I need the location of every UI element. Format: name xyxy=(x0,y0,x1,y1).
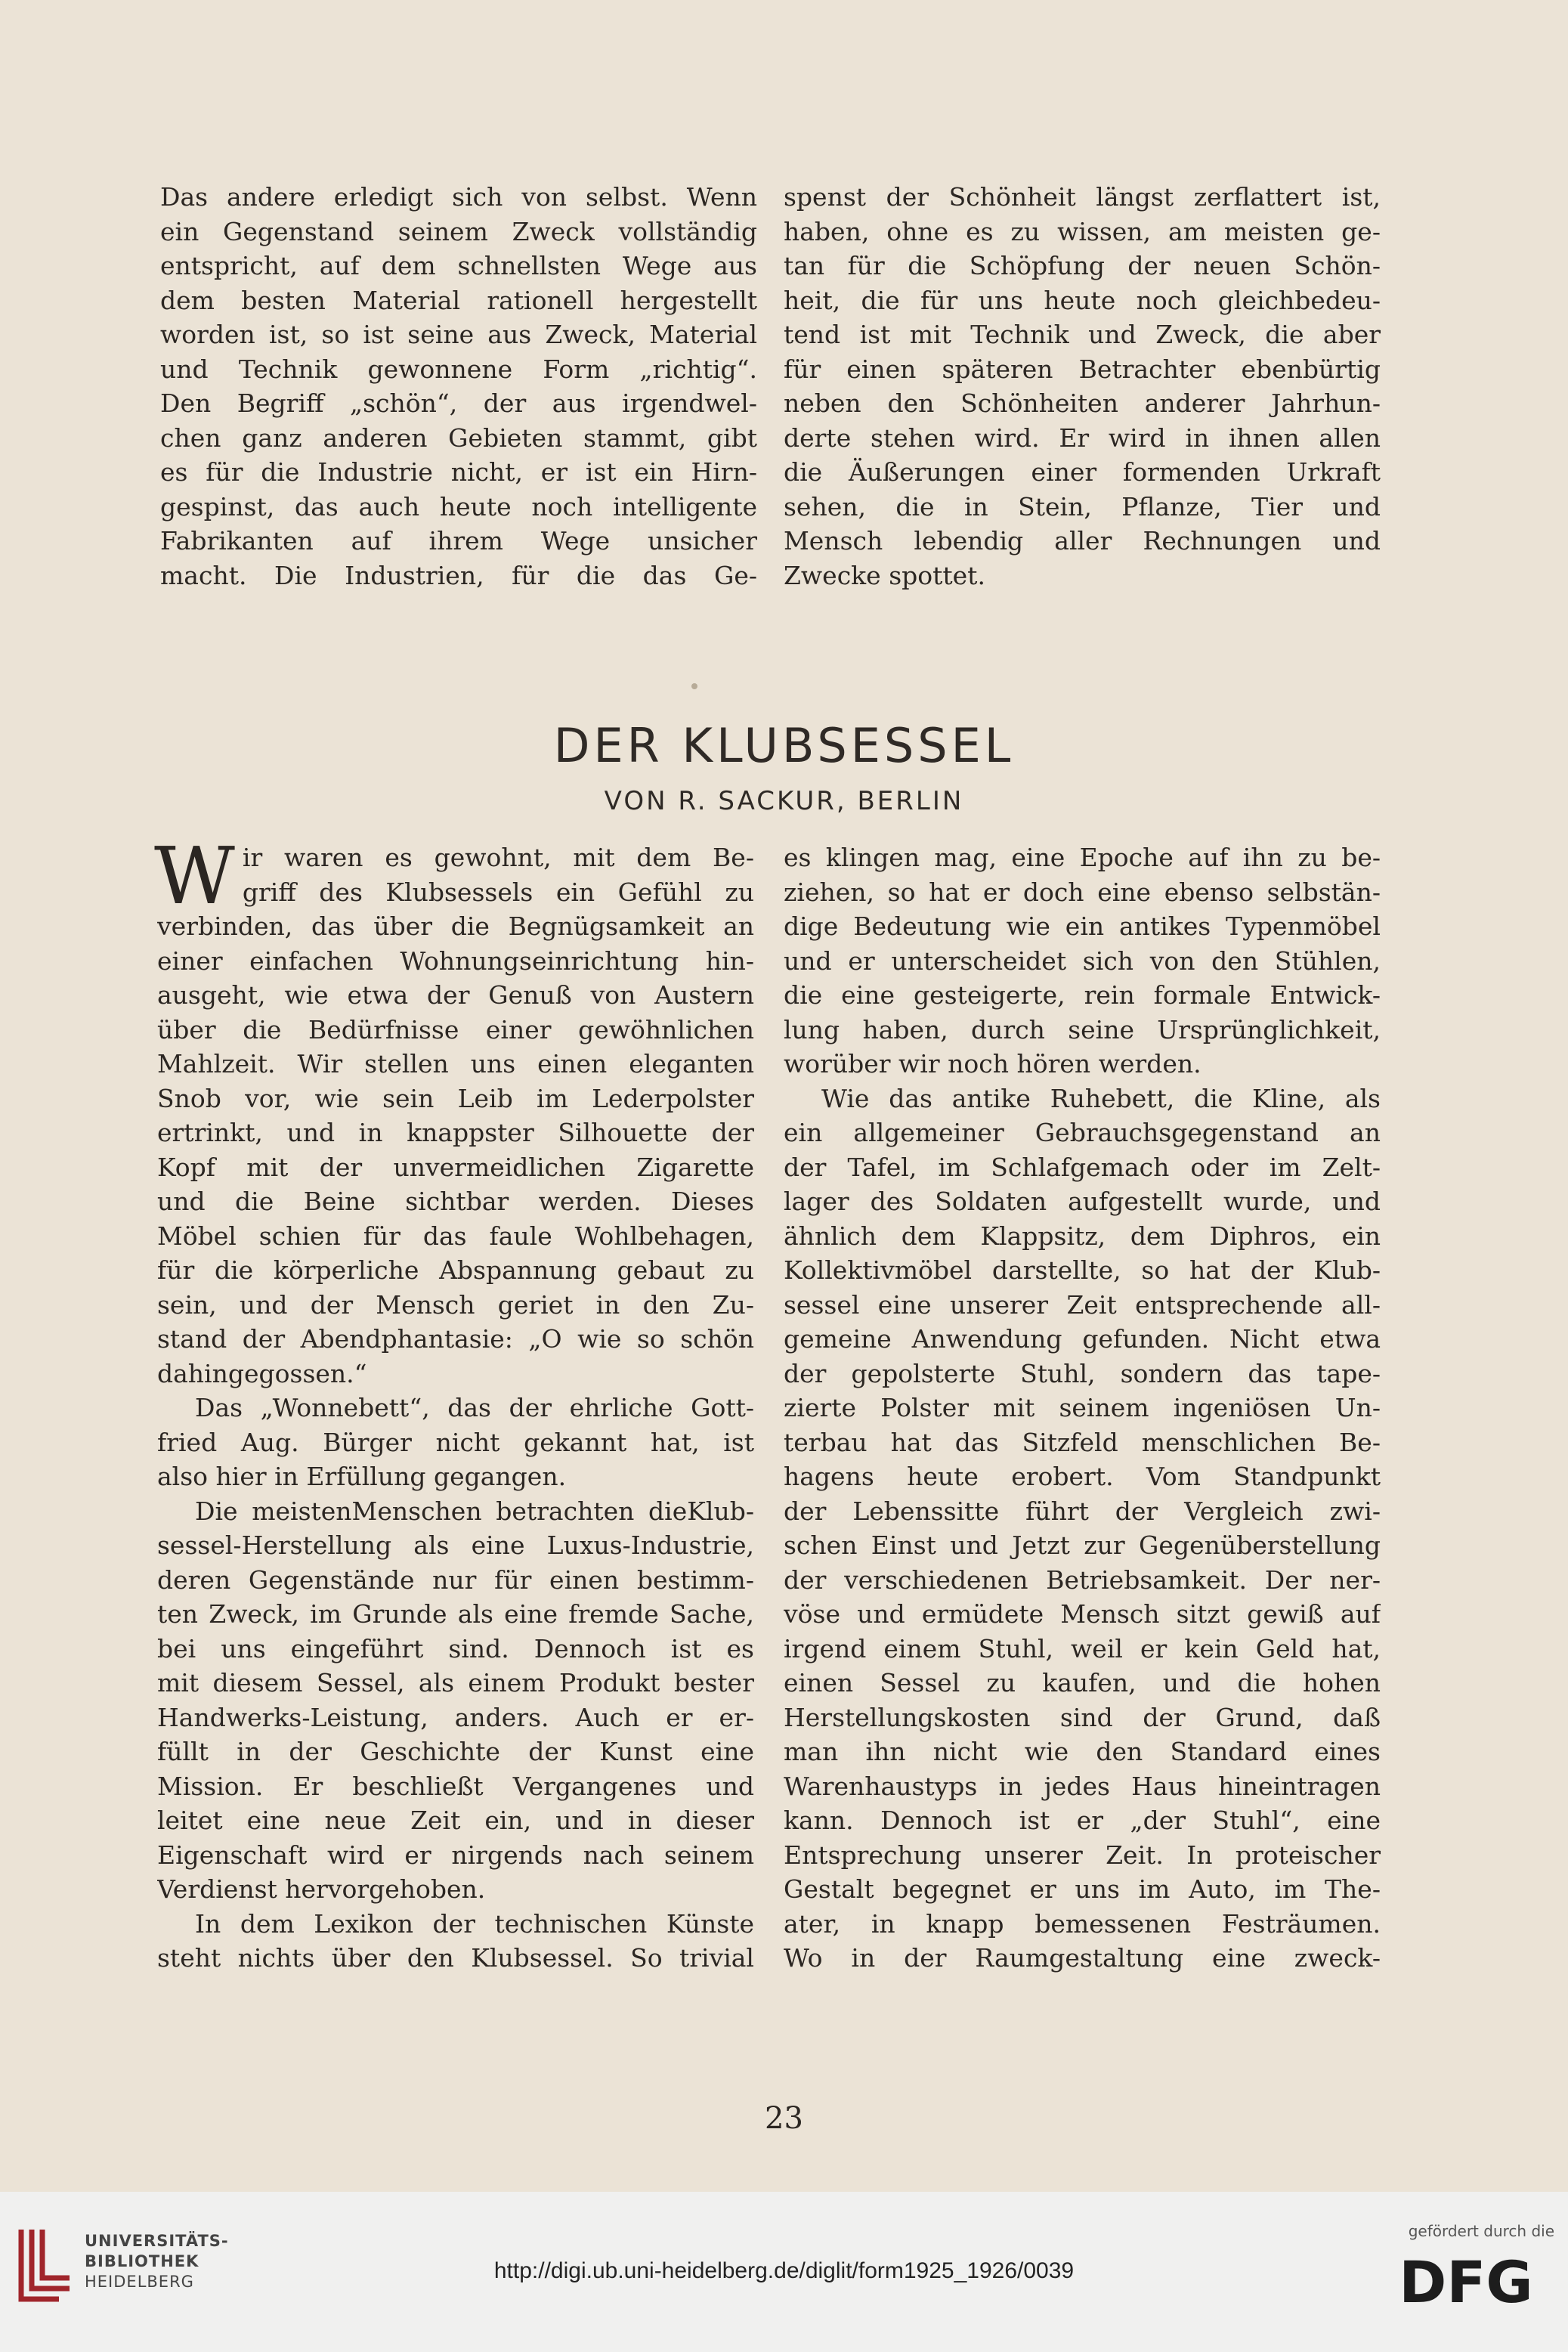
text-line: sessel eine unserer Zeit entsprechende all- xyxy=(784,1289,1381,1320)
article-byline: VON R. SACKUR, BERLIN xyxy=(604,786,964,816)
text-line: Wo in der Raumgestaltung eine zweck- xyxy=(784,1943,1381,1973)
text-line: ein allgemeiner Gebrauchsgegenstand an xyxy=(784,1118,1381,1147)
text-line: vöse und ermüdete Mensch sitzt gewiß auf xyxy=(784,1599,1381,1629)
text-line: steht nichts über den Klubsessel. So trivial xyxy=(157,1943,754,1973)
text-line: Mensch lebendig aller Rechnungen und xyxy=(784,526,1381,556)
text-line: über die Bedürfnisse einer gewöhnlichen xyxy=(157,1014,754,1044)
text-line: Entsprechung unserer Zeit. In proteischer xyxy=(784,1840,1381,1870)
text-line: deren Gegenstände nur für einen bestimm- xyxy=(157,1564,754,1595)
article-title: DER KLUBSESSEL xyxy=(553,718,1015,773)
dfg-logo xyxy=(1387,2251,1545,2311)
text-line: Eigenschaft wird er nirgends nach seinem xyxy=(157,1840,754,1870)
text-line: zierte Polster mit seinem ingeniösen Un- xyxy=(784,1393,1381,1422)
article-left-lines xyxy=(157,909,754,1976)
permalink-url[interactable]: http://digi.ub.uni-heidelberg.de/diglit/form1925_1926/0039 xyxy=(493,2258,1075,2283)
text-line: die Äußerungen einer formenden Urkraft xyxy=(784,457,1381,487)
text-line: dem besten Material rationell hergestellt xyxy=(160,285,757,315)
text-line: mit diesem Sessel, als einem Produkt bester xyxy=(157,1668,754,1697)
text-line: lager des Soldaten aufgestellt wurde, und xyxy=(784,1187,1381,1216)
text-line: hagens heute erobert. Vom Standpunkt xyxy=(784,1462,1381,1491)
top-right-column xyxy=(784,180,1381,593)
text-line: chen ganz anderen Gebieten stammt, gibt xyxy=(160,422,757,453)
text-line: der verschiedenen Betriebsamkeit. Der ner- xyxy=(784,1564,1381,1595)
text-line: sein, und der Mensch geriet in den Zu- xyxy=(157,1289,754,1320)
dropcap-block xyxy=(154,830,754,922)
ink-dot xyxy=(691,683,697,689)
text-line: schen Einst und Jetzt zur Gegenüberstellung xyxy=(784,1530,1381,1560)
page-number: 23 xyxy=(765,2101,803,2136)
text-line: die eine gesteigerte, rein formale Entwick- xyxy=(784,980,1381,1010)
text-line: tend ist mit Technik und Zweck, die aber xyxy=(784,320,1381,349)
text-line: ten Zweck, im Grunde als eine fremde Sache, xyxy=(157,1599,754,1629)
text-line: ir waren es gewohnt, mit dem Be- xyxy=(242,843,754,872)
text-line: Fabrikanten auf ihrem Wege unsicher xyxy=(160,526,757,556)
text-line: Gestalt begegnet er uns im Auto, im The- xyxy=(784,1874,1381,1904)
text-line: Mahlzeit. Wir stellen uns einen eleganten xyxy=(157,1049,754,1079)
text-line: füllt in der Geschichte der Kunst eine xyxy=(157,1737,754,1766)
text-line: derte stehen wird. Er wird in ihnen allen xyxy=(784,422,1381,453)
text-line: einer einfachen Wohnungseinrichtung hin- xyxy=(157,945,754,976)
text-line: Verdienst hervorgehoben. xyxy=(157,1874,486,1904)
text-line: ater, in knapp bemessenen Festräumen. xyxy=(784,1908,1381,1939)
text-line: und Technik gewonnene Form „richtig“. xyxy=(160,354,757,384)
top-left-column xyxy=(160,180,757,593)
text-line: Herstellungskosten sind der Grund, daß xyxy=(784,1702,1381,1732)
text-line: einen Sessel zu kaufen, und die hohen xyxy=(784,1668,1381,1697)
text-line: kann. Dennoch ist er „der Stuhl“, eine xyxy=(784,1806,1381,1835)
text-line: Snob vor, wie sein Leib im Lederpolster xyxy=(157,1083,754,1113)
text-line: ertrinkt, und in knappster Silhouette der xyxy=(157,1118,754,1147)
text-line: dige Bedeutung wie ein antikes Typenmöbel xyxy=(784,911,1381,941)
text-line: Das andere erledigt sich von selbst. Wenn xyxy=(160,182,757,212)
text-line: gemeine Anwendung gefunden. Nicht etwa xyxy=(784,1324,1381,1354)
text-line: tan für die Schöpfung der neuen Schön- xyxy=(784,251,1381,280)
text-line: leitet eine neue Zeit ein, und in dieser xyxy=(157,1806,754,1835)
text-line: Warenhaustyps in jedes Haus hineintragen xyxy=(784,1771,1381,1801)
text-line: es für die Industrie nicht, er ist ein Hirn- xyxy=(160,457,757,487)
text-line: der Lebenssitte führt der Vergleich zwi- xyxy=(784,1496,1381,1526)
text-line: worden ist, so ist seine aus Zweck, Material xyxy=(160,320,757,349)
dfg-caption: gefördert durch die xyxy=(1408,2222,1554,2240)
text-line: es klingen mag, eine Epoche auf ihn zu be- xyxy=(784,843,1381,872)
text-line: verbinden, das über die Begnügsamkeit an xyxy=(157,911,754,941)
text-line: spenst der Schönheit längst zerflattert ist, xyxy=(784,182,1381,212)
text-line: dahingegossen.“ xyxy=(157,1358,367,1388)
text-line: und die Beine sichtbar werden. Dieses xyxy=(157,1187,754,1216)
library-line: HEIDELBERG xyxy=(85,2273,194,2291)
text-line: der gepolsterte Stuhl, sondern das tape- xyxy=(784,1358,1381,1388)
text-line: Wie das antike Ruhebett, die Kline, als xyxy=(821,1083,1381,1113)
text-line: für die körperliche Abspannung gebaut zu xyxy=(157,1255,754,1285)
text-line: stand der Abendphantasie: „O wie so schön xyxy=(157,1324,754,1354)
text-line: entspricht, auf dem schnellsten Wege aus xyxy=(160,251,757,280)
article-left-column xyxy=(154,830,754,1976)
text-line: neben den Schönheiten anderer Jahrhun- xyxy=(784,388,1381,418)
text-line: Möbel schien für das faule Wohlbehagen, xyxy=(157,1221,754,1251)
text-line: worüber wir noch hören werden. xyxy=(784,1049,1202,1079)
text-line: griff des Klubsessels ein Gefühl zu xyxy=(242,877,754,907)
text-line: ein Gegenstand seinem Zweck vollständig xyxy=(160,216,757,246)
text-line: Mission. Er beschließt Vergangenes und xyxy=(157,1771,754,1801)
text-line: Zwecke spottet. xyxy=(784,560,985,590)
text-line: man ihn nicht wie den Standard eines xyxy=(784,1737,1381,1766)
text-line: ziehen, so hat er doch eine ebenso selbstän- xyxy=(784,877,1381,907)
text-line: lung haben, durch seine Ursprünglichkeit, xyxy=(784,1014,1381,1044)
text-line: heit, die für uns heute noch gleichbedeu- xyxy=(784,285,1381,315)
text-line: Kopf mit der unvermeidlichen Zigarette xyxy=(157,1152,754,1182)
text-line: In dem Lexikon der technischen Künste xyxy=(195,1908,754,1939)
text-line: Handwerks-Leistung, anders. Auch er er- xyxy=(157,1702,754,1732)
text-line: ähnlich dem Klappsitz, dem Diphros, ein xyxy=(784,1221,1381,1251)
text-line: also hier in Erfüllung gegangen. xyxy=(157,1462,567,1491)
text-line: irgend einem Stuhl, weil er kein Geld hat, xyxy=(784,1633,1381,1663)
text-line: terbau hat das Sitzfeld menschlichen Be- xyxy=(784,1427,1381,1457)
library-line: UNIVERSITÄTS- xyxy=(85,2232,229,2250)
text-line: der Tafel, im Schlafgemach oder im Zelt- xyxy=(784,1152,1381,1182)
text-line: gespinst, das auch heute noch intelligente xyxy=(160,491,757,521)
text-line: Das „Wonnebett“, das der ehrliche Gott- xyxy=(195,1393,754,1422)
digitization-footer xyxy=(0,2192,1568,2352)
library-line: BIBLIOTHEK xyxy=(85,2252,199,2270)
text-line: macht. Die Industrien, für die das Ge- xyxy=(160,560,757,590)
text-line: und er unterscheidet sich von den Stühlen, xyxy=(784,945,1381,976)
text-line: fried Aug. Bürger nicht gekannt hat, ist xyxy=(157,1427,754,1457)
dfg-logo-text: DFG xyxy=(1399,2251,1533,2311)
dropcap: W xyxy=(154,830,235,922)
text-line: Die meistenMenschen betrachten dieKlub- xyxy=(195,1496,754,1526)
text-line: Den Begriff „schön“, der aus irgendwel- xyxy=(160,388,757,418)
text-line: sessel-Herstellung als eine Luxus-Industrie, xyxy=(157,1530,754,1560)
article-right-column xyxy=(784,840,1381,1976)
text-line: sehen, die in Stein, Pflanze, Tier und xyxy=(784,491,1381,521)
text-line: bei uns eingeführt sind. Dennoch ist es xyxy=(157,1633,754,1663)
text-line: Kollektivmöbel darstellte, so hat der Klub- xyxy=(784,1255,1381,1285)
text-line: ausgeht, wie etwa der Genuß von Austern xyxy=(157,980,754,1010)
text-line: haben, ohne es zu wissen, am meisten ge- xyxy=(784,216,1381,246)
text-line: für einen späteren Betrachter ebenbürtig xyxy=(784,354,1381,384)
